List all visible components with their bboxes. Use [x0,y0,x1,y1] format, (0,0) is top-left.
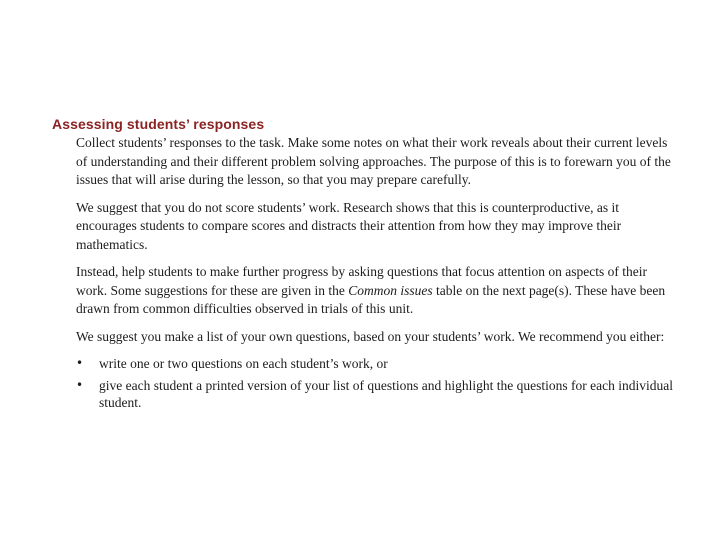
paragraph-collect-responses: Collect students’ responses to the task. Make some notes on what their work reveals about their current levels of understanding and their different problem solving approaches. The purpose of this is to forewarn you of the issues that will arise during the lesson, so that you may prepare carefully. [76,135,671,187]
body-text [76,134,676,416]
paragraph-do-not-score: We suggest that you do not score students’ work. Research shows that this is counterproductive, as it encourages students to compare scores and distracts their attention from how they may improve their mathematics. [76,199,622,252]
paragraph-text-end: table on the next page(s). These have been drawn from common difficulties observed in trials of this unit. [76,282,666,316]
common-issues-reference: Common issues [348,282,433,298]
list-item-text: write one or two questions on each student’s work, or [99,356,388,371]
bullet-icon: • [76,356,84,370]
section-heading: Assessing students’ responses [52,116,265,132]
list-item-text: give each student a printed version of your list of questions and highlight the questions for each individual student. [99,378,674,410]
list-item [76,377,676,411]
paragraph-make-list: We suggest you make a list of your own questions, based on your students’ work. We recommend you either: [76,328,665,344]
paragraph-text-start: Instead, help students to make further progress by asking questions that focus attention on aspects of their work. Some suggestions for these are given in the [76,264,647,298]
bullet-icon: • [76,378,84,392]
list-item [76,355,676,372]
recommendation-list [76,355,676,411]
paragraph-ask-questions [76,263,676,319]
